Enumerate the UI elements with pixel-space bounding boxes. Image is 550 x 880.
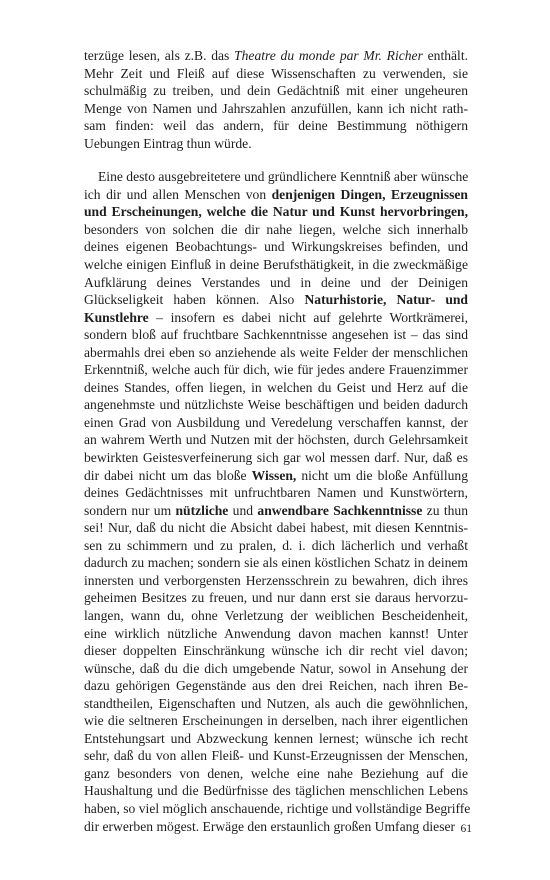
text-run: zu thun (422, 502, 468, 518)
text-run: haben, so viel möglich anschauende, richtige und vollständige Begriffe (84, 800, 471, 816)
bold-text: denjenigen Dingen, Erzeugnissen (271, 186, 468, 202)
text-line (84, 186, 468, 204)
text-line (84, 379, 468, 397)
text-run: Menge von Namen und Jahrszahlen anzufüllen, kann ich nicht rath- (84, 100, 468, 116)
text-run: deines Standes, offen liegen, in welchen du Geist und Herz auf die (84, 379, 468, 395)
text-run: Mehr Zeit und Fleiß auf diese Wissenschaften zu verwenden, sie (84, 65, 468, 81)
text-line (84, 396, 468, 414)
text-line (84, 361, 468, 379)
text-line (84, 818, 468, 836)
text-line (84, 730, 468, 748)
text-line (84, 712, 468, 730)
text-run: dadurch zu machen; sondern sie als einen köstlichen Schatz in deinem (84, 555, 468, 571)
text-line (84, 256, 468, 274)
text-run: schulmäßig zu treiben, und dein Gedächtniß mit einer ungeheuren (84, 83, 468, 99)
text-run: ganz besonders von denen, welche eine nahe Beziehung auf die (84, 765, 468, 781)
text-run: sen zu schimmern und zu pralen, d. i. dich lächerlich und verhaßt (84, 537, 468, 553)
text-line (84, 782, 468, 800)
text-run: abermahls drei eben so anziehende als weite Felder der menschlichen (84, 344, 468, 360)
italic-title: Theatre du monde par Mr. Richer (234, 48, 423, 63)
text-run: einen Grad von Ausbildung und Veredelung verschaffen kannst, der (84, 414, 468, 430)
text-line (84, 431, 468, 449)
text-line (84, 519, 468, 537)
text-line (84, 326, 468, 344)
text-line (84, 554, 468, 572)
bold-text: anwendbare Sachkenntnisse (257, 502, 423, 518)
text-run: an wahrem Werth und Nutzen mit der höchsten, durch Gelehrsamkeit (84, 432, 468, 448)
text-run: welche einigen Einfluß in deine Berufsthätigkeit, in die zweckmäßige (84, 257, 468, 273)
text-line (84, 135, 468, 153)
bold-text: Wissen, (251, 467, 297, 483)
text-run: wie die seltneren Erscheinungen in derselben, nach ihrer eigentlichen (84, 713, 468, 729)
paragraph (84, 47, 468, 152)
text-line (84, 203, 468, 221)
text-run: sam finden: weil das andern, für deine Bestimmung nöthigern (84, 118, 468, 134)
text-run: und (228, 502, 258, 518)
text-run: ich dir und allen Menschen von (84, 186, 272, 202)
text-run: besonders von solchen die dir nahe liegen, welche sich innerhalb (84, 221, 468, 237)
text-line (84, 800, 471, 818)
text-run: terzüge lesen, als z.B. das (84, 48, 235, 63)
text-run: Erkenntniß, welche auch für dich, wie für jedes andere Frauenzimmer (84, 362, 468, 378)
text-run: dieser doppelten Einschränkung wünsche ich dir recht viel davon; (84, 643, 468, 659)
paragraph (84, 168, 471, 835)
text-line (84, 168, 468, 186)
text-line (84, 65, 468, 83)
text-run: wünsche, daß du die dich umgebende Natur, sowol in Ansehung der (84, 660, 468, 676)
text-run: angenehmste und nützlichste Weise beschäftigen und beiden dadurch (84, 397, 468, 413)
text-run: – insofern es dabei nicht auf gelehrte Wortkrämerei, (148, 309, 468, 325)
text-run: Eine desto ausgebreitetere und gründlichere Kenntniß aber wünsche (98, 169, 469, 185)
bold-text: und Erscheinungen, welche die Natur und Kunst hervorbringen, (84, 204, 468, 220)
text-run: deines eigenen Beobachtungs- und Wirkungskreises befinden, und (84, 239, 468, 255)
text-line (84, 502, 468, 520)
text-run: langen, wann du, ohne Verletzung der weiblichen Bescheidenheit, (84, 607, 468, 623)
text-line (84, 82, 468, 100)
text-run: dir dabei nicht um das bloße (84, 467, 252, 483)
text-run: Haushaltung und die Bedürfnisse des täglichen menschlichen Lebens (84, 783, 468, 799)
text-run: sondern nur um (84, 502, 176, 518)
text-line (84, 221, 468, 239)
text-run: sondern bloß auf fruchtbare Sachkenntnisse angesehen ist – das sind (84, 327, 468, 343)
text-run: sei! Nur, daß du nicht die Absicht dabei habest, mit diesen Kenntnis- (84, 520, 468, 536)
text-line (84, 449, 468, 467)
text-run: dir erwerben mögest. Erwäge den erstaunlich großen Umfang dieser (84, 818, 456, 834)
text-run: enthält. (422, 48, 468, 63)
text-run: nicht um die bloße Anfüllung (296, 467, 468, 483)
text-run: innersten und verborgensten Herzensschrein zu bewahren, dich ihres (84, 572, 468, 588)
text-line (84, 238, 468, 256)
text-run: dazu gehörigen Gegenstände aus den drei Reichen, nach ihren Be- (84, 678, 468, 694)
text-line (84, 625, 468, 643)
text-line (84, 117, 468, 135)
text-line (84, 47, 468, 65)
text-line (84, 537, 468, 555)
text-line (84, 642, 468, 660)
bold-text: Kunstlehre (84, 309, 149, 325)
text-line (84, 274, 468, 292)
text-line (84, 589, 468, 607)
text-run: standtheilen, Eigenschaften und Nutzen, als auch die gewöhnlichen, (84, 695, 468, 711)
text-line (84, 100, 468, 118)
bold-text: nützliche (175, 502, 229, 518)
text-run: Aufklärung deines Verstandes und in deine und der Deinigen (84, 274, 468, 290)
text-line (84, 660, 468, 678)
text-line (84, 677, 468, 695)
text-line (84, 309, 468, 327)
text-line (84, 291, 468, 309)
text-line (84, 747, 468, 765)
text-run: deines Gedächtnisses mit unfruchtbaren Namen und Kunstwörtern, (84, 485, 468, 501)
text-line (84, 484, 468, 502)
text-line (84, 344, 468, 362)
text-line (84, 467, 468, 485)
text-run: sehr, daß du von allen Fleiß- und Kunst-Erzeugnissen der Menschen, (84, 748, 468, 764)
bold-text: Naturhistorie, Natur- und (304, 292, 468, 308)
text-run: bewirkten Geistesverfeinerung sich gar wol messen darf. Nur, daß es (84, 450, 468, 466)
page-body (84, 47, 471, 835)
text-run: Uebungen Eintrag thun würde. (84, 135, 252, 151)
text-run: Glückseligkeit haben können. Also (84, 292, 305, 308)
text-line (84, 607, 468, 625)
page-number: 61 (460, 823, 472, 835)
paragraph-gap (84, 152, 468, 168)
text-line (84, 572, 468, 590)
text-run: eine wirklich nützliche Anwendung davon machen kannst! Unter (84, 625, 468, 641)
text-run: geheimen Besitzes zu freuen, und nur dann erst sie daraus hervorzu- (84, 590, 468, 606)
text-line (84, 414, 468, 432)
text-line (84, 765, 468, 783)
text-run: Entstehungsart und Abzweckung kennen lernest; wünsche ich recht (84, 730, 468, 746)
text-line (84, 695, 468, 713)
